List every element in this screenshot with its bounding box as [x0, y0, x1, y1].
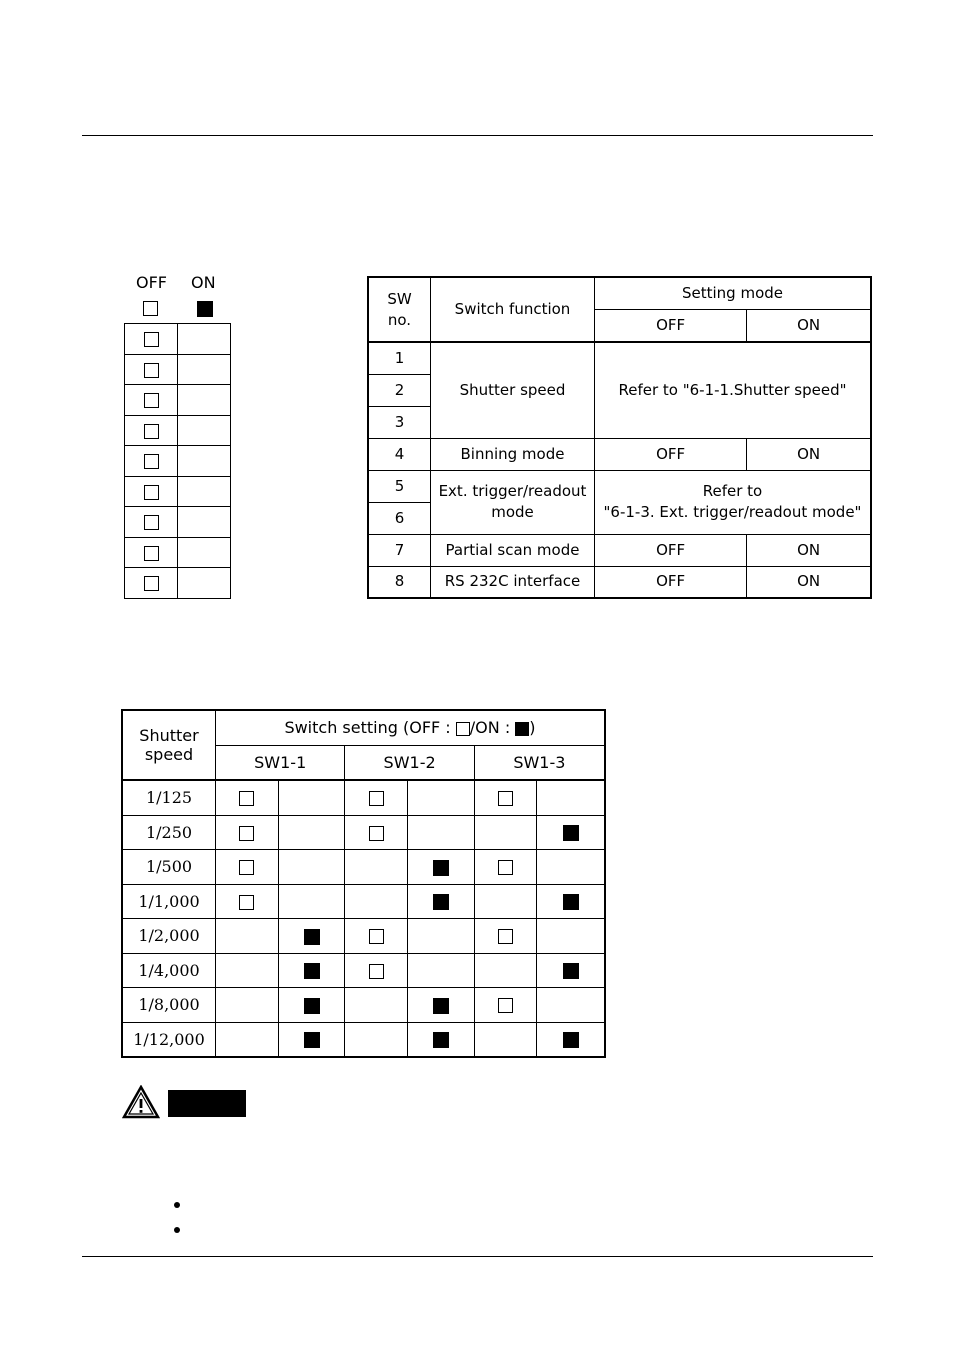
sw1-3-off-cell — [474, 919, 536, 954]
dip-switch-row — [125, 324, 231, 355]
dip-on-cell — [178, 568, 231, 599]
setting-shutter-speed: Refer to "6-1-1.Shutter speed" — [595, 342, 872, 438]
off-square-icon — [369, 791, 384, 806]
binning-off: OFF — [595, 438, 747, 470]
dip-switch-diagram — [124, 323, 231, 599]
off-square-icon — [144, 485, 159, 500]
setting-ext-trigger-line2: "6-1-3. Ext. trigger/readout mode" — [603, 503, 862, 521]
sw1-1-off-cell — [216, 884, 279, 919]
sw1-2-on-cell — [408, 953, 475, 988]
function-rs232c: RS 232C interface — [431, 566, 595, 598]
sw1-2-off-cell — [345, 780, 408, 815]
on-square-icon — [304, 1032, 320, 1048]
dip-on-cell — [178, 385, 231, 416]
header-switch-function: Switch function — [431, 277, 595, 342]
sw1-2-off-cell — [345, 1022, 408, 1057]
sw1-3-off-cell — [474, 884, 536, 919]
header-sw-no: SW no. — [368, 277, 431, 342]
header-setting-mode: Setting mode — [595, 277, 872, 309]
sw1-3-on-cell — [537, 1022, 605, 1057]
sw1-2-on-cell — [408, 1022, 475, 1057]
off-square-icon — [498, 860, 513, 875]
sw-number: 8 — [368, 566, 431, 598]
on-square-icon — [563, 963, 579, 979]
dip-switch-row — [125, 354, 231, 385]
header-switch-setting — [216, 710, 606, 745]
shutter-speed-table — [121, 709, 606, 1058]
shutter-row — [122, 815, 605, 850]
sw1-1-on-cell — [278, 850, 345, 885]
header-rule — [82, 135, 873, 136]
dip-on-cell — [178, 324, 231, 355]
off-square-icon — [144, 332, 159, 347]
shutter-row — [122, 884, 605, 919]
sw1-1-off-cell — [216, 1022, 279, 1057]
sw1-1-on-cell — [278, 988, 345, 1023]
off-square-icon — [144, 454, 159, 469]
on-square-icon — [433, 1032, 449, 1048]
shutter-speed-value: 1/125 — [122, 780, 216, 815]
on-square-icon — [515, 722, 529, 736]
dip-switch-row — [125, 507, 231, 538]
dip-on-cell — [178, 446, 231, 477]
off-square-icon — [369, 826, 384, 841]
shutter-row — [122, 1022, 605, 1057]
off-square-icon — [369, 964, 384, 979]
sw-number: 5 — [368, 470, 431, 502]
sw1-1-on-cell — [278, 780, 345, 815]
shutter-speed-value: 1/4,000 — [122, 953, 216, 988]
sw-number: 2 — [368, 374, 431, 406]
header-shutter-line2: speed — [144, 745, 194, 764]
sw-number: 6 — [368, 502, 431, 534]
shutter-speed-value: 1/2,000 — [122, 919, 216, 954]
header-setting-prefix: Switch setting (OFF : — [284, 718, 456, 738]
header-setting-suffix: ) — [529, 718, 536, 738]
dip-off-cell — [125, 507, 178, 538]
partial-off: OFF — [595, 534, 747, 566]
switch-function-table — [367, 276, 872, 599]
dip-off-label: OFF — [136, 273, 167, 292]
sw1-1-on-cell — [278, 815, 345, 850]
function-ext-trigger-line1: Ext. trigger/readout — [438, 482, 587, 500]
header-setting-mid: /ON : — [469, 718, 516, 738]
on-square-icon — [563, 894, 579, 910]
sw1-2-on-cell — [408, 988, 475, 1023]
sw1-3-off-cell — [474, 780, 536, 815]
shutter-row — [122, 850, 605, 885]
off-square-icon — [144, 393, 159, 408]
dip-off-cell — [125, 324, 178, 355]
header-sw1-3: SW1-3 — [474, 745, 605, 780]
sw1-1-on-cell — [278, 884, 345, 919]
off-square-icon — [144, 363, 159, 378]
dip-on-cell — [178, 476, 231, 507]
on-square-icon — [433, 860, 449, 876]
dip-on-cell — [178, 415, 231, 446]
setting-ext-trigger — [595, 470, 872, 534]
dip-off-cell — [125, 415, 178, 446]
sw1-2-off-cell — [345, 884, 408, 919]
off-square-icon — [239, 791, 254, 806]
sw1-1-off-cell — [216, 815, 279, 850]
bullet-point — [174, 1202, 180, 1208]
on-square-icon — [433, 894, 449, 910]
sw1-3-on-cell — [537, 815, 605, 850]
function-ext-trigger-line2: mode — [491, 503, 534, 521]
footer-rule — [82, 1256, 873, 1257]
sw1-2-off-cell — [345, 988, 408, 1023]
sw1-3-on-cell — [537, 850, 605, 885]
sw-number: 7 — [368, 534, 431, 566]
dip-switch-row — [125, 385, 231, 416]
sw1-1-off-cell — [216, 850, 279, 885]
off-square-icon — [369, 929, 384, 944]
sw1-1-on-cell — [278, 953, 345, 988]
dip-on-cell — [178, 354, 231, 385]
on-square-icon — [304, 963, 320, 979]
dip-switch-row — [125, 568, 231, 599]
on-square-icon — [563, 1032, 579, 1048]
sw-number: 3 — [368, 406, 431, 438]
dip-off-cell — [125, 476, 178, 507]
off-square-icon — [239, 895, 254, 910]
header-off: OFF — [595, 309, 747, 342]
rs232-on: ON — [747, 566, 871, 598]
sw1-3-on-cell — [537, 780, 605, 815]
on-square-icon — [304, 929, 320, 945]
on-square-icon — [197, 301, 213, 317]
dip-switch-row — [125, 537, 231, 568]
sw1-3-off-cell — [474, 1022, 536, 1057]
header-sw1-1: SW1-1 — [216, 745, 345, 780]
sw-number: 4 — [368, 438, 431, 470]
off-square-icon — [143, 301, 158, 316]
sw1-1-off-cell — [216, 780, 279, 815]
dip-switch-row — [125, 476, 231, 507]
on-square-icon — [563, 825, 579, 841]
sw1-3-on-cell — [537, 988, 605, 1023]
off-square-icon — [498, 998, 513, 1013]
partial-on: ON — [747, 534, 871, 566]
sw1-2-off-cell — [345, 850, 408, 885]
header-sw1-2: SW1-2 — [345, 745, 474, 780]
setting-ext-trigger-line1: Refer to — [702, 482, 763, 500]
header-on: ON — [747, 309, 871, 342]
sw1-1-on-cell — [278, 919, 345, 954]
sw1-3-off-cell — [474, 815, 536, 850]
dip-switch-row — [125, 446, 231, 477]
function-binning-mode: Binning mode — [431, 438, 595, 470]
off-square-icon — [144, 424, 159, 439]
warning-label-box — [168, 1090, 246, 1117]
off-square-icon — [498, 791, 513, 806]
sw1-2-off-cell — [345, 919, 408, 954]
off-square-icon — [144, 576, 159, 591]
off-square-icon — [144, 515, 159, 530]
shutter-row — [122, 988, 605, 1023]
shutter-row — [122, 919, 605, 954]
dip-off-cell — [125, 446, 178, 477]
bullet-point — [174, 1227, 180, 1233]
dip-on-label: ON — [191, 273, 216, 292]
dip-off-cell — [125, 537, 178, 568]
sw1-2-on-cell — [408, 884, 475, 919]
sw1-3-on-cell — [537, 953, 605, 988]
shutter-speed-value: 1/500 — [122, 850, 216, 885]
on-square-icon — [304, 998, 320, 1014]
sw1-2-off-cell — [345, 815, 408, 850]
function-shutter-speed: Shutter speed — [431, 342, 595, 438]
dip-on-cell — [178, 507, 231, 538]
on-square-icon — [433, 998, 449, 1014]
dip-on-cell — [178, 537, 231, 568]
dip-off-cell — [125, 385, 178, 416]
rs232-off: OFF — [595, 566, 747, 598]
off-square-icon — [239, 860, 254, 875]
sw-number: 1 — [368, 342, 431, 374]
sw1-1-on-cell — [278, 1022, 345, 1057]
shutter-row — [122, 780, 605, 815]
off-square-icon — [456, 722, 470, 736]
sw1-2-on-cell — [408, 850, 475, 885]
header-shutter-line1: Shutter — [139, 726, 199, 745]
shutter-speed-value: 1/1,000 — [122, 884, 216, 919]
sw1-2-off-cell — [345, 953, 408, 988]
sw1-1-off-cell — [216, 919, 279, 954]
function-ext-trigger — [431, 470, 595, 534]
function-partial-scan: Partial scan mode — [431, 534, 595, 566]
sw1-2-on-cell — [408, 815, 475, 850]
shutter-row — [122, 953, 605, 988]
shutter-speed-value: 1/12,000 — [122, 1022, 216, 1057]
dip-off-cell — [125, 568, 178, 599]
dip-switch-row — [125, 415, 231, 446]
sw1-3-on-cell — [537, 919, 605, 954]
warning-icon — [122, 1085, 160, 1119]
sw1-1-off-cell — [216, 988, 279, 1023]
off-square-icon — [144, 546, 159, 561]
sw1-3-off-cell — [474, 953, 536, 988]
sw1-3-on-cell — [537, 884, 605, 919]
dip-off-cell — [125, 354, 178, 385]
shutter-speed-value: 1/250 — [122, 815, 216, 850]
off-square-icon — [498, 929, 513, 944]
binning-on: ON — [747, 438, 871, 470]
sw1-1-off-cell — [216, 953, 279, 988]
sw1-3-off-cell — [474, 988, 536, 1023]
shutter-speed-value: 1/8,000 — [122, 988, 216, 1023]
sw1-3-off-cell — [474, 850, 536, 885]
header-shutter-speed — [122, 710, 216, 780]
off-square-icon — [239, 826, 254, 841]
sw1-2-on-cell — [408, 919, 475, 954]
sw1-2-on-cell — [408, 780, 475, 815]
